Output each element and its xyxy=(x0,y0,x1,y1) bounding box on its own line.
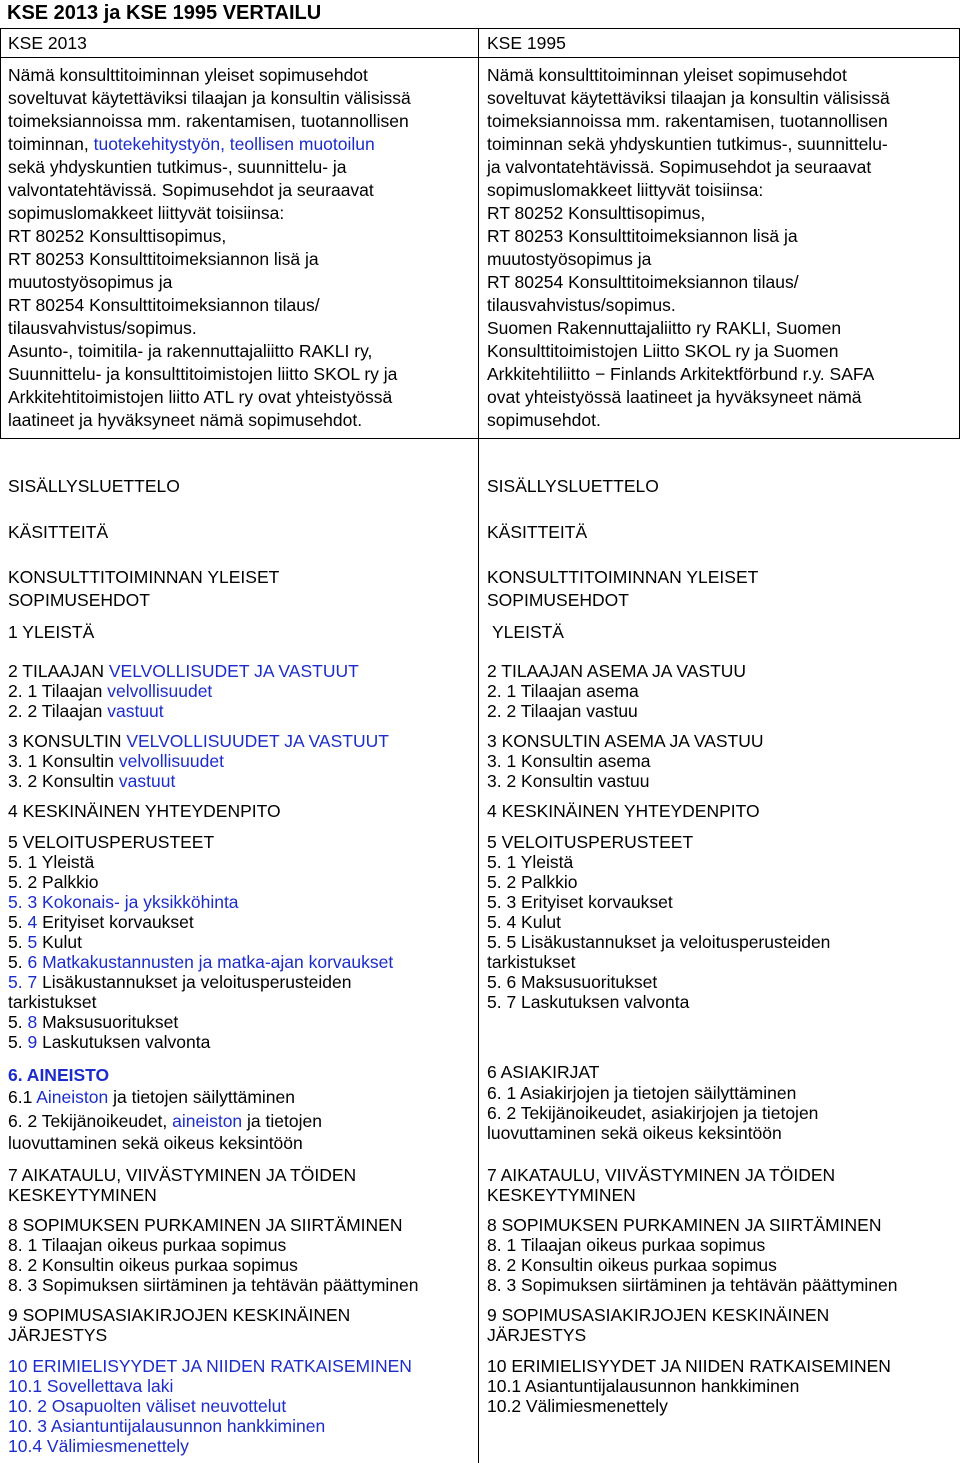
intro-line: Arkkitehtiliitto − Finlands Arkitektförbund r.y. SAFA xyxy=(487,364,875,384)
intro-line: tilausvahvistus/sopimus. xyxy=(8,318,197,338)
toc-item: 4 KESKINÄINEN YHTEYDENPITO xyxy=(8,801,281,821)
toc-item: 6. 2 Tekijänoikeudet, aineiston ja tietojen xyxy=(8,1111,322,1131)
toc-item: 5. 3 Kokonais- ja yksikköhinta xyxy=(8,892,239,912)
toc-item: 8. 2 Konsultin oikeus purkaa sopimus xyxy=(8,1255,298,1275)
intro-line: Arkkitehtitoimistojen liitto ATL ry ovat yhteistyössä xyxy=(8,387,393,407)
toc-item: 5. 2 Palkkio xyxy=(487,872,578,892)
changed-text: VELVOLLISUDET JA VASTUUT xyxy=(108,661,359,681)
toc-item: 3 KONSULTIN ASEMA JA VASTUU xyxy=(487,731,764,751)
intro-line: Nämä konsulttitoiminnan yleiset sopimusehdot xyxy=(8,65,368,85)
toc-item: tarkistukset xyxy=(487,952,576,972)
intro-line: Suomen Rakennuttajaliitto ry RAKLI, Suomen xyxy=(487,318,842,338)
toc-item: 5. 7 Laskutuksen valvonta xyxy=(487,992,690,1012)
toc-item: 10 ERIMIELISYYDET JA NIIDEN RATKAISEMINEN xyxy=(8,1356,412,1376)
toc-item: 2. 2 Tilaajan vastuut xyxy=(8,701,164,721)
toc-item: 8 SOPIMUKSEN PURKAMINEN JA SIIRTÄMINEN xyxy=(8,1215,403,1235)
toc-item: 3 KONSULTIN VELVOLLISUUDET JA VASTUUT xyxy=(8,731,389,751)
changed-text: vastuut xyxy=(107,701,164,721)
toc-item: 5. 3 Erityiset korvaukset xyxy=(487,892,673,912)
toc-item: 2. 1 Tilaajan asema xyxy=(487,681,639,701)
intro-line: sopimuslomakkeet liittyvät toisiinsa: xyxy=(487,180,764,200)
changed-text: tuotekehitystyön, teollisen muotoilun xyxy=(93,134,375,154)
intro-line: toiminnan sekä yhdyskuntien tutkimus-, suunnittelu- xyxy=(487,134,888,154)
toc-item: 8. 3 Sopimuksen siirtäminen ja tehtävän päättyminen xyxy=(487,1275,898,1295)
toc-item: 3. 2 Konsultin vastuu xyxy=(487,771,650,791)
intro-line: RT 80252 Konsulttisopimus, xyxy=(8,226,227,246)
intro-left xyxy=(8,64,411,432)
changed-text: 5. 7 xyxy=(8,972,38,992)
changed-text: aineiston xyxy=(172,1111,243,1131)
intro-line: sekä yhdyskuntien tutkimus-, suunnittelu- ja xyxy=(8,157,347,177)
table-left-border xyxy=(0,28,1,438)
header-kse-2013: KSE 2013 xyxy=(8,33,87,53)
toc-item: 8 SOPIMUKSEN PURKAMINEN JA SIIRTÄMINEN xyxy=(487,1215,882,1235)
toc-item: 10.4 Välimiesmenettely xyxy=(8,1436,189,1456)
toc-item: 10.2 Välimiesmenettely xyxy=(487,1396,668,1416)
toc-item: KÄSITTEITÄ xyxy=(8,522,109,542)
toc-item: 3. 1 Konsultin velvollisuudet xyxy=(8,751,224,771)
toc-item: 5. 1 Yleistä xyxy=(487,852,574,872)
toc-item: YLEISTÄ xyxy=(492,622,564,642)
changed-text: velvollisuudet xyxy=(118,751,224,771)
toc-item: 6. 1 Asiakirjojen ja tietojen säilyttäminen xyxy=(487,1083,797,1103)
toc-item: 10. 2 Osapuolten väliset neuvottelut xyxy=(8,1396,287,1416)
column-divider xyxy=(478,28,479,1463)
toc-item: 2. 1 Tilaajan velvollisuudet xyxy=(8,681,213,701)
toc-item: 8. 2 Konsultin oikeus purkaa sopimus xyxy=(487,1255,777,1275)
intro-line: toimeksiannoissa mm. rakentamisen, tuotannollisen xyxy=(8,111,409,131)
toc-item: 1 YLEISTÄ xyxy=(8,622,95,642)
toc-item: 6 ASIAKIRJAT xyxy=(487,1062,600,1082)
page-title: KSE 2013 ja KSE 1995 VERTAILU xyxy=(7,2,322,24)
toc-item: 8. 1 Tilaajan oikeus purkaa sopimus xyxy=(8,1235,287,1255)
toc-item: JÄRJESTYS xyxy=(8,1325,108,1345)
toc-item: 6.1 Aineiston ja tietojen säilyttäminen xyxy=(8,1087,296,1107)
intro-line: tilausvahvistus/sopimus. xyxy=(487,295,676,315)
changed-text: velvollisuudet xyxy=(107,681,213,701)
toc-item: 5. 9 Laskutuksen valvonta xyxy=(8,1032,211,1052)
intro-line: Konsulttitoimistojen Liitto SKOL ry ja Suomen xyxy=(487,341,839,361)
toc-item: 9 SOPIMUSASIAKIRJOJEN KESKINÄINEN xyxy=(8,1305,351,1325)
changed-text: 6 Matkakustannusten ja matka-ajan korvaukset xyxy=(27,952,394,972)
intro-line: valvontatehtävissä. Sopimusehdot ja seuraavat xyxy=(8,180,374,200)
intro-line: RT 80254 Konsulttitoimeksiannon tilaus/ xyxy=(487,272,799,292)
toc-item: luovuttaminen sekä oikeus keksintöön xyxy=(487,1123,782,1143)
changed-text: vastuut xyxy=(118,771,176,791)
toc-item: 5 VELOITUSPERUSTEET xyxy=(487,832,694,852)
changed-text: 9 xyxy=(27,1032,38,1052)
changed-text: 5 xyxy=(27,932,38,952)
toc-heading: SISÄLLYSLUETTELO xyxy=(487,476,659,496)
toc-item: 5. 8 Maksusuoritukset xyxy=(8,1012,179,1032)
changed-text: VELVOLLISUUDET JA VASTUUT xyxy=(126,731,389,751)
toc-item: 10. 3 Asiantuntijalausunnon hankkiminen xyxy=(8,1416,326,1436)
toc-item: 2. 2 Tilaajan vastuu xyxy=(487,701,638,721)
toc-item: 10 ERIMIELISYYDET JA NIIDEN RATKAISEMINEN xyxy=(487,1356,891,1376)
toc-item: KÄSITTEITÄ xyxy=(487,522,588,542)
toc-item: KONSULTTITOIMINNAN YLEISET xyxy=(487,567,759,587)
toc-item: 2 TILAAJAN VELVOLLISUDET JA VASTUUT xyxy=(8,661,359,681)
changed-text: 8 xyxy=(27,1012,38,1032)
intro-line: Suunnittelu- ja konsulttitoimistojen liitto SKOL ry ja xyxy=(8,364,398,384)
toc-item: 3. 2 Konsultin vastuut xyxy=(8,771,176,791)
intro-line: RT 80254 Konsulttitoimeksiannon tilaus/ xyxy=(8,295,320,315)
intro-line: toiminnan, tuotekehitystyön, teollisen muotoilun xyxy=(8,134,375,154)
intro-line: muutostyösopimus ja xyxy=(8,272,173,292)
toc-item: 5. 1 Yleistä xyxy=(8,852,95,872)
toc-item: 5. 5 Kulut xyxy=(8,932,82,952)
intro-line: toimeksiannoissa mm. rakentamisen, tuotannollisen xyxy=(487,111,888,131)
header-divider xyxy=(0,57,960,58)
toc-item: KESKEYTYMINEN xyxy=(8,1185,157,1205)
intro-divider xyxy=(0,438,960,439)
intro-line: soveltuvat käytettäviksi tilaajan ja konsultin välisissä xyxy=(8,88,411,108)
toc-item: 10.1 Sovellettava laki xyxy=(8,1376,174,1396)
toc-item: 8. 3 Sopimuksen siirtäminen ja tehtävän päättyminen xyxy=(8,1275,419,1295)
toc-item: luovuttaminen sekä oikeus keksintöön xyxy=(8,1133,303,1153)
toc-item: 7 AIKATAULU, VIIVÄSTYMINEN JA TÖIDEN xyxy=(8,1165,357,1185)
toc-item: 5. 6 Maksusuoritukset xyxy=(487,972,658,992)
toc-heading: SISÄLLYSLUETTELO xyxy=(8,476,180,496)
toc-item: 8. 1 Tilaajan oikeus purkaa sopimus xyxy=(487,1235,766,1255)
toc-item: 5. 5 Lisäkustannukset ja veloitusperusteiden xyxy=(487,932,831,952)
toc-item: KONSULTTITOIMINNAN YLEISET xyxy=(8,567,280,587)
table-top-border xyxy=(0,28,960,29)
intro-line: sopimuslomakkeet liittyvät toisiinsa: xyxy=(8,203,285,223)
toc-item: 5. 6 Matkakustannusten ja matka-ajan korvaukset xyxy=(8,952,394,972)
toc-item: 6. AINEISTO xyxy=(8,1065,110,1085)
intro-line: laatineet ja hyväksyneet nämä sopimusehdot. xyxy=(8,410,363,430)
toc-item: KESKEYTYMINEN xyxy=(487,1185,636,1205)
toc-item: 3. 1 Konsultin asema xyxy=(487,751,651,771)
intro-line: RT 80252 Konsulttisopimus, xyxy=(487,203,706,223)
toc-item: 6. 2 Tekijänoikeudet, asiakirjojen ja tietojen xyxy=(487,1103,819,1123)
intro-line: ovat yhteistyössä laatineet ja hyväksyneet nämä xyxy=(487,387,862,407)
toc-item: 4 KESKINÄINEN YHTEYDENPITO xyxy=(487,801,760,821)
toc-item: SOPIMUSEHDOT xyxy=(487,590,629,610)
toc-item: JÄRJESTYS xyxy=(487,1325,587,1345)
intro-line: RT 80253 Konsulttitoimeksiannon lisä ja xyxy=(487,226,798,246)
toc-item: 2 TILAAJAN ASEMA JA VASTUU xyxy=(487,661,747,681)
changed-text: Aineiston xyxy=(36,1087,109,1107)
intro-right xyxy=(487,64,890,432)
changed-text: 4 xyxy=(27,912,38,932)
toc-item: SOPIMUSEHDOT xyxy=(8,590,150,610)
toc-item: 9 SOPIMUSASIAKIRJOJEN KESKINÄINEN xyxy=(487,1305,830,1325)
intro-line: ja valvontatehtävissä. Sopimusehdot ja seuraavat xyxy=(487,157,872,177)
header-kse-1995: KSE 1995 xyxy=(487,33,566,53)
intro-line: RT 80253 Konsulttitoimeksiannon lisä ja xyxy=(8,249,319,269)
intro-line: Asunto-, toimitila- ja rakennuttajaliitto RAKLI ry, xyxy=(8,341,373,361)
intro-line: Nämä konsulttitoiminnan yleiset sopimusehdot xyxy=(487,65,847,85)
intro-line: muutostyösopimus ja xyxy=(487,249,652,269)
toc-item: 7 AIKATAULU, VIIVÄSTYMINEN JA TÖIDEN xyxy=(487,1165,836,1185)
intro-line: sopimusehdot. xyxy=(487,410,601,430)
toc-item: 5. 7 Lisäkustannukset ja veloitusperusteiden xyxy=(8,972,352,992)
toc-item: 5. 4 Kulut xyxy=(487,912,561,932)
toc-item: 5. 2 Palkkio xyxy=(8,872,99,892)
toc-item: 5. 4 Erityiset korvaukset xyxy=(8,912,194,932)
intro-line: soveltuvat käytettäviksi tilaajan ja konsultin välisissä xyxy=(487,88,890,108)
toc-item: 5 VELOITUSPERUSTEET xyxy=(8,832,215,852)
toc-item: tarkistukset xyxy=(8,992,97,1012)
toc-item: 10.1 Asiantuntijalausunnon hankkiminen xyxy=(487,1376,800,1396)
